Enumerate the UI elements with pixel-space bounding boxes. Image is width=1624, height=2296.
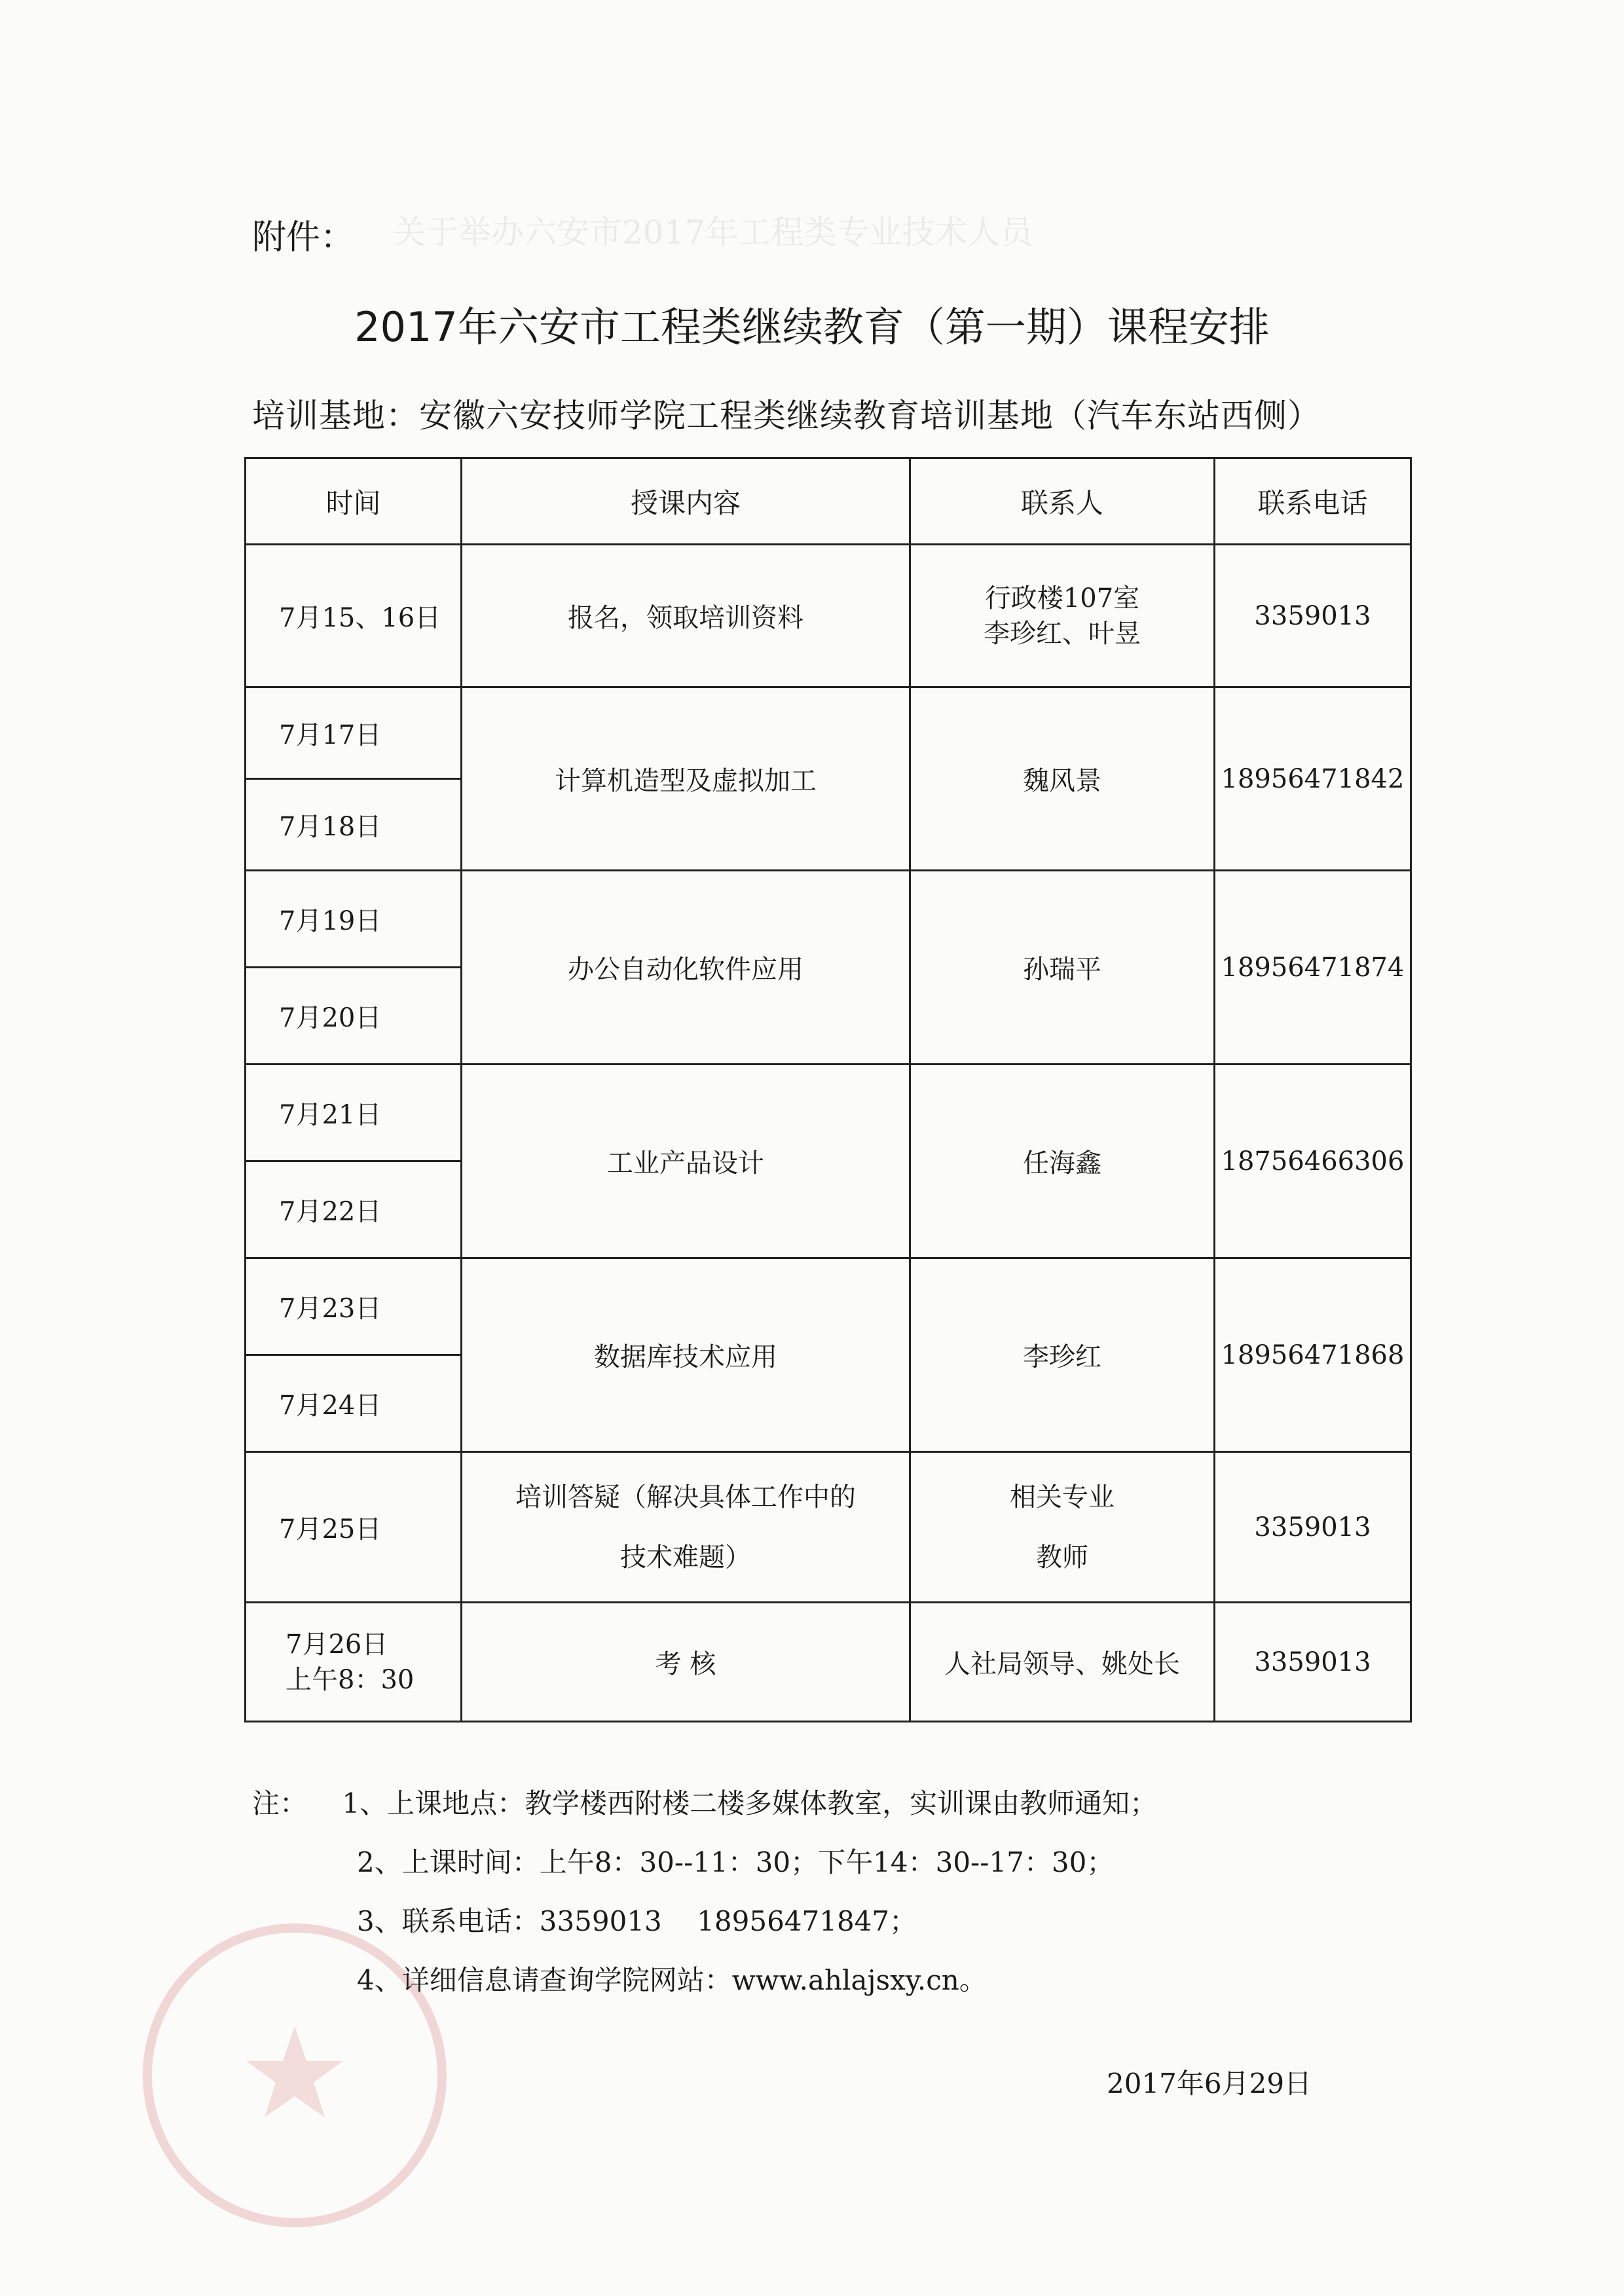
content-cell: 办公自动化软件应用	[462, 871, 910, 1065]
contact-line: 李珍红、叶昱	[984, 618, 1141, 649]
note-item: 3、联系电话：3359013 18956471847；	[357, 1905, 917, 1937]
phone-cell: 3359013	[1215, 1603, 1411, 1722]
course-schedule-table	[244, 457, 1412, 1722]
contact-line: 行政楼107室	[984, 583, 1140, 613]
content-cell: 考 核	[462, 1603, 910, 1722]
phone-cell: 18956471868	[1215, 1258, 1411, 1452]
header-contact: 联系人	[910, 458, 1215, 545]
note-item	[252, 1774, 1157, 1833]
issue-date: 2017年6月29日	[1107, 2068, 1312, 2100]
contact-cell	[910, 545, 1215, 687]
content-cell: 计算机造型及虚拟加工	[462, 687, 910, 871]
date-cell: 7月17日	[246, 687, 462, 779]
training-base: 培训基地：安徽六安技师学院工程类继续教育培训基地（汽车东站西侧）	[252, 397, 1321, 435]
content-line: 技术难题）	[620, 1542, 751, 1573]
phone-cell: 18956471874	[1215, 871, 1411, 1065]
date-cell: 7月15、16日	[246, 545, 462, 687]
header-time: 时间	[246, 458, 462, 545]
contact-cell	[910, 1452, 1215, 1603]
date-cell: 7月23日	[246, 1258, 462, 1355]
header-phone: 联系电话	[1215, 458, 1411, 545]
phone-cell: 18956471842	[1215, 687, 1411, 871]
date-cell: 7月18日	[246, 779, 462, 871]
attachment-label: 附件：	[252, 218, 355, 257]
date-line: 7月26日	[286, 1629, 388, 1660]
contact-line: 教师	[1036, 1542, 1088, 1573]
content-cell	[462, 1452, 910, 1603]
table-row	[246, 545, 1411, 687]
date-cell: 7月25日	[246, 1452, 462, 1603]
table-row	[246, 871, 1411, 968]
table-row	[246, 1452, 1411, 1603]
notes-prefix: 注：	[252, 1787, 308, 1819]
note-text: 1、上课地点：教学楼西附楼二楼多媒体教室，实训课由教师通知；	[342, 1787, 1158, 1819]
table-row	[246, 1603, 1411, 1722]
content-cell: 工业产品设计	[462, 1065, 910, 1258]
bleed-through-text: 关于举办六安市2017年工程类专业技术人员	[393, 213, 1033, 251]
contact-cell: 孙瑞平	[910, 871, 1215, 1065]
phone-cell: 3359013	[1215, 1452, 1411, 1603]
contact-cell: 魏风景	[910, 687, 1215, 871]
header-content: 授课内容	[462, 458, 910, 545]
date-cell: 7月19日	[246, 871, 462, 968]
date-cell: 7月24日	[246, 1355, 462, 1452]
date-cell: 7月20日	[246, 968, 462, 1065]
date-line: 上午8：30	[286, 1664, 415, 1695]
table-row	[246, 687, 1411, 779]
date-cell	[246, 1603, 462, 1722]
note-item: 2、上课时间：上午8：30--11：30；下午14：30--17：30；	[357, 1846, 1115, 1878]
notes-section	[252, 1774, 1157, 2010]
document-title: 2017年六安市工程类继续教育（第一期）课程安排	[354, 303, 1270, 351]
note-item: 4、详细信息请查询学院网站：www.ahlajsxy.cn。	[357, 1964, 987, 1996]
content-cell: 数据库技术应用	[462, 1258, 910, 1452]
contact-cell: 任海鑫	[910, 1065, 1215, 1258]
date-cell: 7月21日	[246, 1065, 462, 1161]
phone-cell: 3359013	[1215, 545, 1411, 687]
contact-line: 相关专业	[1010, 1482, 1115, 1512]
content-line: 培训答疑（解决具体工作中的	[515, 1482, 856, 1512]
content-cell: 报名，领取培训资料	[462, 545, 910, 687]
table-header-row	[246, 458, 1411, 545]
contact-cell: 李珍红	[910, 1258, 1215, 1452]
contact-cell: 人社局领导、姚处长	[910, 1603, 1215, 1722]
table-row	[246, 1258, 1411, 1355]
table-row	[246, 1065, 1411, 1161]
date-cell: 7月22日	[246, 1161, 462, 1258]
phone-cell: 18756466306	[1215, 1065, 1411, 1258]
